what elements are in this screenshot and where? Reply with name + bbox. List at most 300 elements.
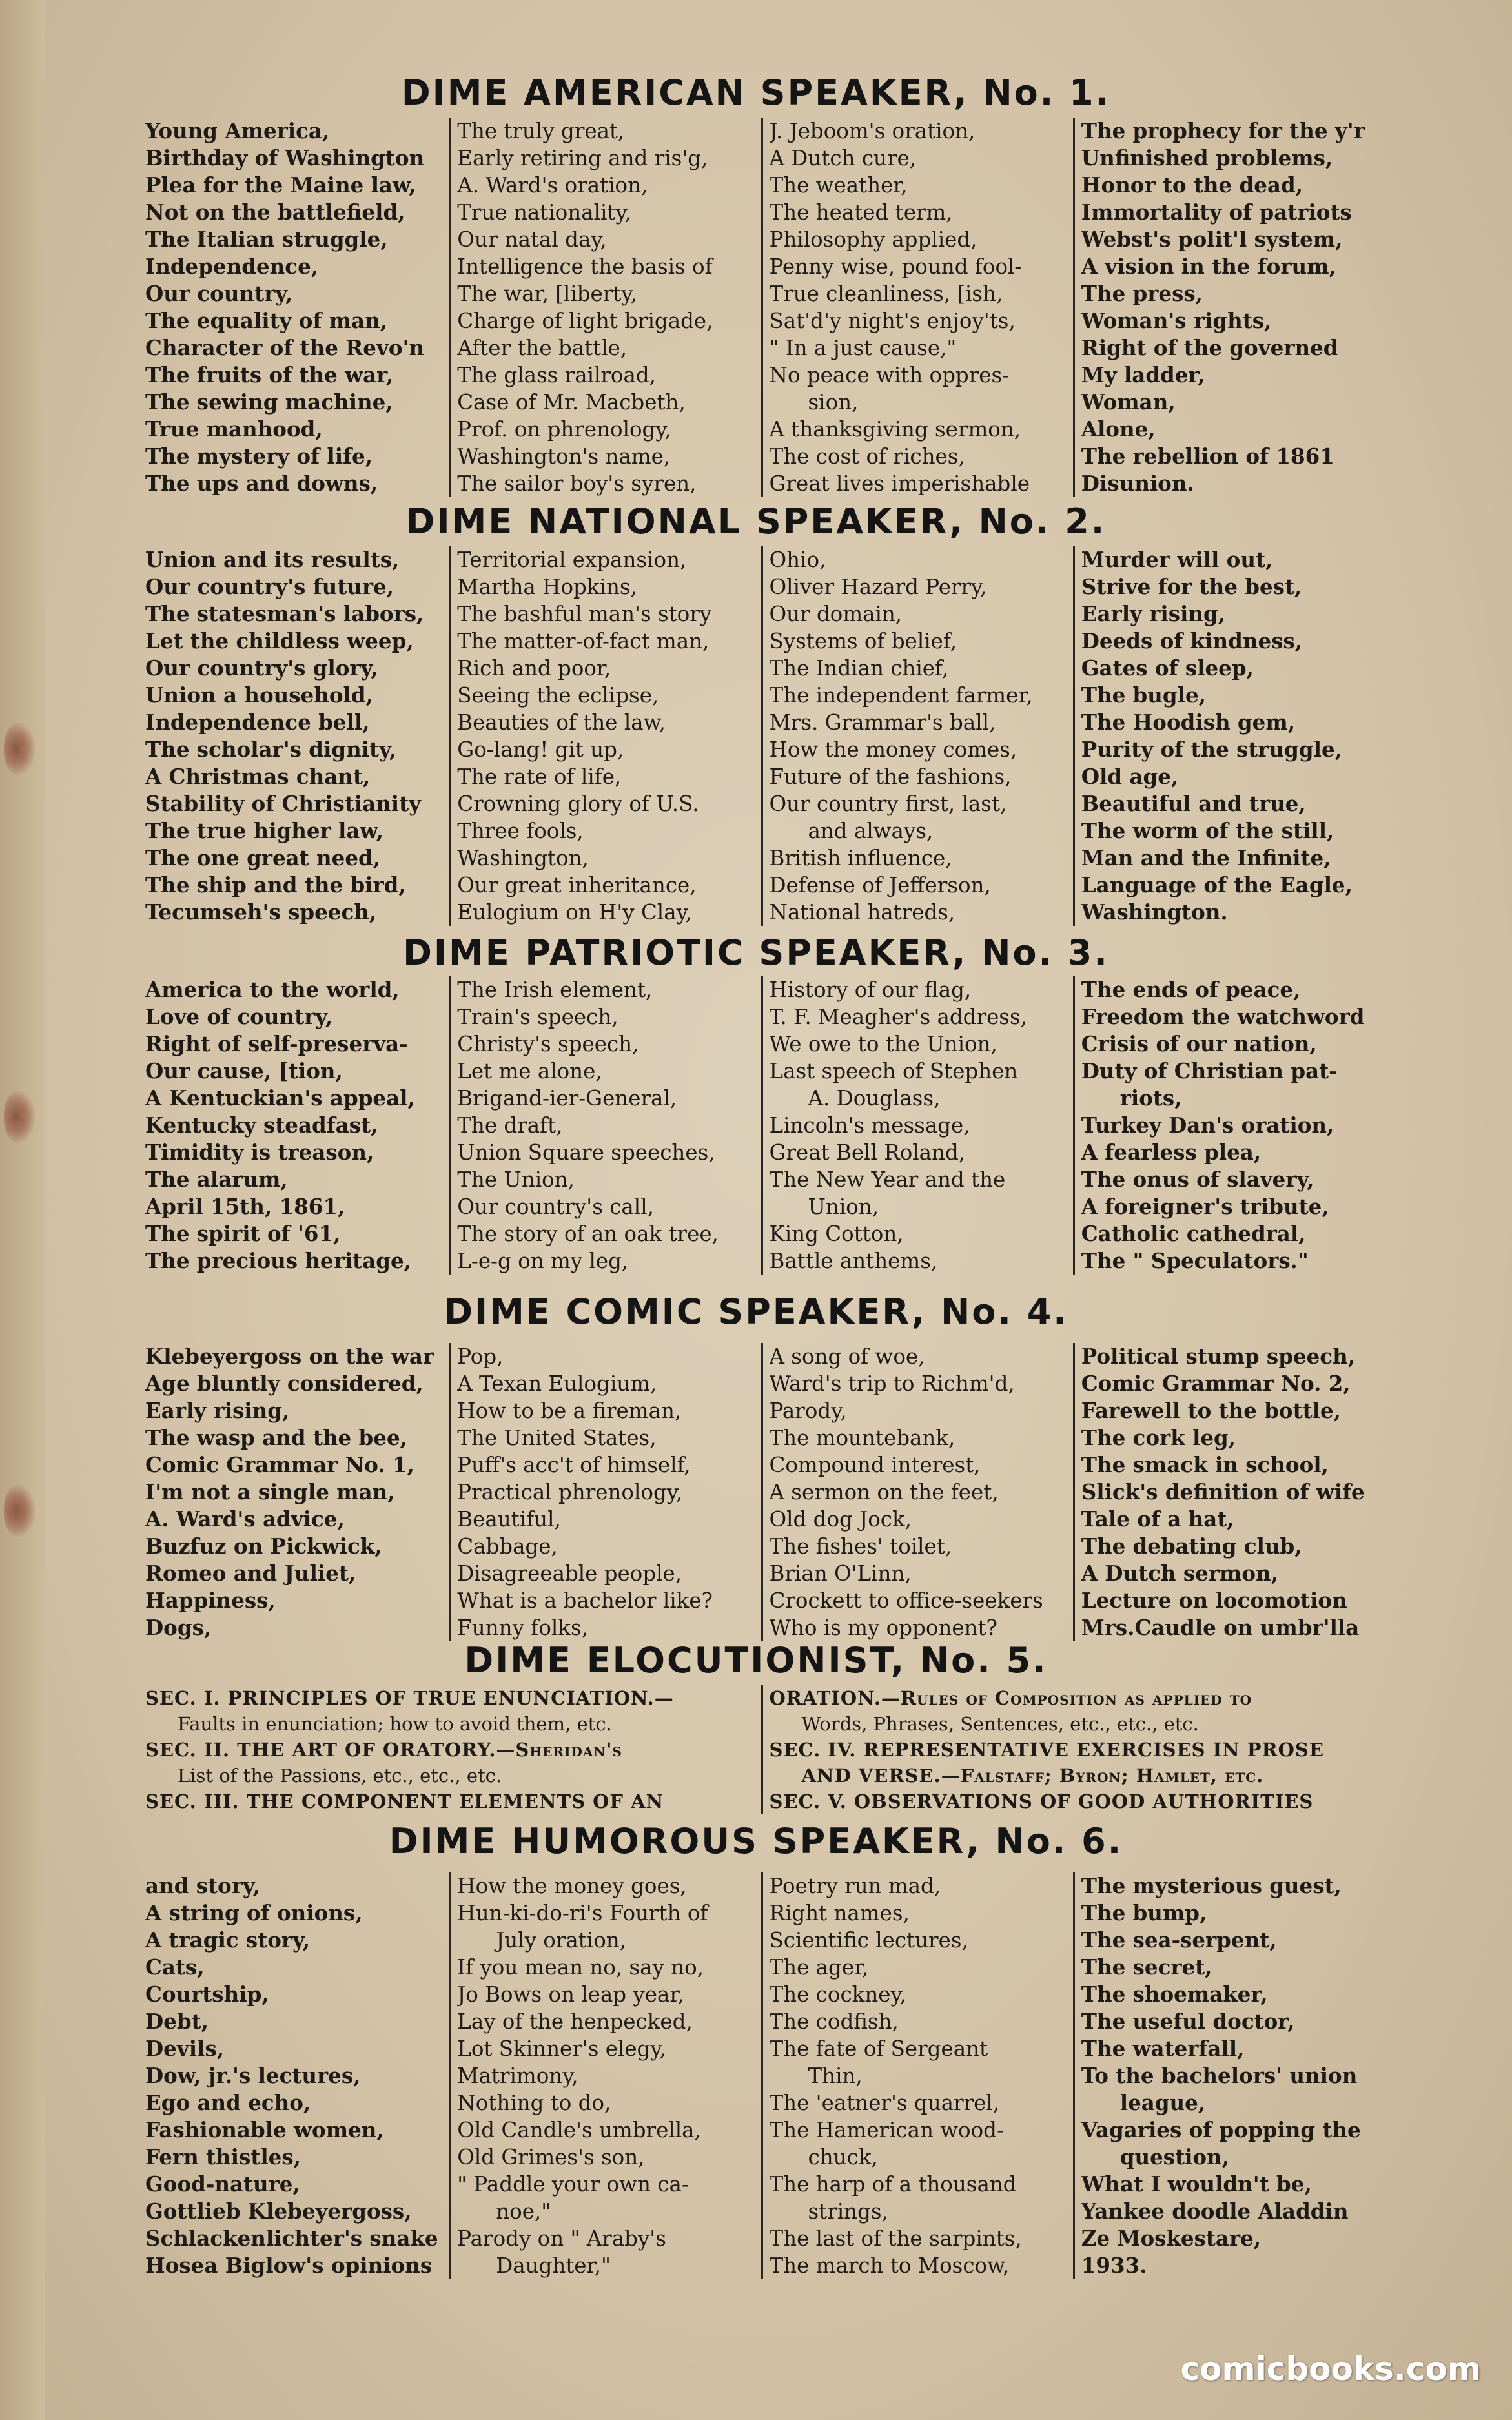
speech-title: Schlackenlichter's snake: [145, 2226, 438, 2251]
speech-title: Our country's glory,: [145, 655, 378, 681]
speech-title: The fruits of the war,: [145, 362, 394, 387]
speech-title: Crockett to office-seekers: [769, 1588, 1043, 1613]
speech-title: Prof. on phrenology,: [457, 417, 671, 442]
speech-title: Union a household,: [145, 682, 373, 708]
speech-title: Train's speech,: [457, 1005, 618, 1029]
speech-title: The Hoodish gem,: [1081, 710, 1296, 735]
speech-title: The cost of riches,: [769, 444, 965, 469]
speech-title: " Paddle your own ca-: [457, 2172, 689, 2197]
speech-title: Debt,: [145, 2009, 209, 2034]
speech-column: [1073, 1872, 1385, 2279]
speech-title: The onus of slavery,: [1081, 1167, 1314, 1192]
speech-title: A song of woe,: [769, 1344, 925, 1369]
speech-title: True cleanliness, [ish,: [769, 282, 1003, 306]
speech-title: The Union,: [457, 1167, 575, 1192]
speech-title: History of our flag,: [769, 978, 972, 1002]
speech-title: The 'eatner's quarrel,: [769, 2091, 1000, 2115]
speech-column: [761, 1872, 1073, 2279]
speech-title: Penny wise, pound fool-: [769, 254, 1022, 279]
speech-title: A foreigner's tribute,: [1081, 1194, 1329, 1219]
speech-title: T. F. Meagher's address,: [769, 1005, 1027, 1029]
speech-title: The mystery of life,: [145, 444, 373, 469]
speech-title: Fern thistles,: [145, 2144, 301, 2169]
speech-title: Hosea Biglow's opinions: [145, 2253, 433, 2278]
speech-title: A Texan Eulogium,: [457, 1371, 657, 1396]
speech-title: Let the childless weep,: [145, 628, 414, 653]
speech-title: Our natal day,: [457, 227, 607, 252]
speech-title: Not on the battlefield,: [145, 200, 405, 225]
speech-title: The harp of a thousand: [769, 2172, 1017, 2197]
speech-column: [1073, 1343, 1385, 1641]
speech-title: A tragic story,: [145, 1927, 311, 1953]
speech-title: Go-lang! git up,: [457, 737, 624, 762]
speech-title: Turkey Dan's oration,: [1081, 1113, 1334, 1138]
speech-title: July oration,: [496, 1928, 627, 1953]
watermark-logo: comicbooks.com: [1180, 2350, 1481, 2388]
speech-title: Murder will out,: [1081, 547, 1273, 572]
speech-column: [761, 546, 1073, 926]
speech-title: A thanksgiving sermon,: [769, 417, 1021, 442]
speech-column: [139, 546, 449, 926]
speech-title: Dogs,: [145, 1615, 212, 1640]
speech-title: Comic Grammar No. 1,: [145, 1452, 414, 1477]
speech-title: The secret,: [1081, 1954, 1212, 1980]
speech-title: What is a bachelor like?: [457, 1588, 713, 1613]
speech-title: Old Candle's umbrella,: [457, 2118, 701, 2142]
speech-title: Washington,: [457, 846, 589, 870]
speech-title: Cats,: [145, 1954, 205, 1980]
speech-title: The fate of Sergeant: [769, 2036, 988, 2061]
speech-title: A. Ward's oration,: [457, 173, 648, 198]
section-body-elocutionist: [139, 1685, 1385, 1814]
section-title-comic-speaker: DIME COMIC SPEAKER, No. 4.: [444, 1291, 1068, 1332]
speech-title: The Irish element,: [457, 978, 653, 1002]
speech-column: [449, 1343, 761, 1641]
speech-title: Strive for the best,: [1081, 574, 1302, 599]
speech-title: Last speech of Stephen: [769, 1059, 1018, 1083]
speech-title: The ship and the bird,: [145, 872, 406, 897]
speech-title: Ohio,: [769, 548, 826, 572]
elocutionist-line: Words, Phrases, Sentences, etc., etc., etc.: [801, 1713, 1199, 1735]
speech-title: The ups and downs,: [145, 471, 378, 496]
speech-title: Scientific lectures,: [769, 1928, 968, 1953]
speech-title: The ager,: [769, 1955, 869, 1980]
speech-title: Freedom the watchword: [1081, 1004, 1365, 1029]
speech-title: Character of the Revo'n: [145, 335, 425, 360]
speech-title: Matrimony,: [457, 2064, 578, 2088]
speech-title: and story,: [145, 1873, 260, 1898]
speech-title: The Hamerican wood-: [769, 2118, 1004, 2142]
speech-title: Poetry run mad,: [769, 1874, 941, 1898]
speech-title: The story of an oak tree,: [457, 1222, 719, 1246]
speech-title: The true higher law,: [145, 818, 384, 843]
speech-title: Lincoln's message,: [769, 1113, 970, 1138]
speech-title: strings,: [808, 2199, 888, 2224]
speech-title: L-e-g on my leg,: [457, 1249, 629, 1273]
speech-title: The press,: [1081, 281, 1203, 306]
speech-title: Old Grimes's son,: [457, 2145, 645, 2169]
speech-title: Political stump speech,: [1081, 1344, 1356, 1369]
speech-title: Nothing to do,: [457, 2091, 611, 2115]
speech-title: True nationality,: [457, 200, 631, 225]
speech-title: question,: [1119, 2144, 1230, 2169]
speech-title: The matter-of-fact man,: [457, 629, 710, 653]
elocutionist-line: SEC. II. THE ART OF ORATORY.—Sheridan's: [145, 1739, 622, 1761]
speech-title: Future of the fashions,: [769, 764, 1012, 789]
speech-title: The one great need,: [145, 845, 381, 870]
speech-title: Good-nature,: [145, 2171, 300, 2197]
speech-title: Right names,: [769, 1901, 910, 1925]
speech-column: [761, 1343, 1073, 1641]
speech-title: The cockney,: [769, 1982, 906, 2007]
speech-title: Crowning glory of U.S.: [457, 792, 699, 816]
speech-title: Brian O'Linn,: [769, 1561, 912, 1586]
speech-title: April 15th, 1861,: [145, 1194, 345, 1219]
speech-title: Woman's rights,: [1081, 308, 1272, 333]
speech-title: The cork leg,: [1081, 1425, 1236, 1450]
elocutionist-line: SEC. IV. REPRESENTATIVE EXERCISES IN PROSE: [769, 1739, 1324, 1761]
speech-title: Thin,: [808, 2064, 863, 2088]
speech-title: Slick's definition of wife: [1081, 1479, 1365, 1504]
speech-title: Farewell to the bottle,: [1081, 1398, 1341, 1423]
speech-title: We owe to the Union,: [769, 1032, 997, 1056]
speech-title: The useful doctor,: [1081, 2009, 1295, 2034]
page-binding-edge: [0, 0, 45, 2420]
speech-title: The bugle,: [1081, 682, 1206, 708]
speech-title: Sat'd'y night's enjoy'ts,: [769, 309, 1016, 333]
speech-title: The bashful man's story: [457, 602, 712, 626]
speech-title: Right of self-preserva-: [145, 1031, 408, 1056]
speech-title: Puff's acc't of himself,: [457, 1453, 691, 1477]
speech-title: The New Year and the: [769, 1167, 1006, 1192]
speech-title: Tale of a hat,: [1081, 1506, 1234, 1532]
speech-title: What I wouldn't be,: [1081, 2171, 1312, 2197]
speech-title: Union,: [808, 1195, 879, 1219]
speech-title: Courtship,: [145, 1982, 269, 2007]
speech-title: National hatreds,: [769, 900, 955, 925]
speech-title: A string of onions,: [145, 1900, 363, 1925]
speech-title: Washington's name,: [457, 444, 671, 469]
speech-title: Unfinished problems,: [1081, 145, 1333, 170]
speech-title: Mrs. Grammar's ball,: [769, 710, 996, 735]
speech-title: If you mean no, say no,: [457, 1955, 704, 1980]
speech-title: Great lives imperishable: [769, 471, 1030, 496]
speech-title: Funny folks,: [457, 1615, 588, 1640]
speech-title: A fearless plea,: [1081, 1140, 1262, 1165]
speech-title: Systems of belief,: [769, 629, 957, 653]
speech-column: [761, 118, 1073, 497]
speech-title: The fishes' toilet,: [769, 1534, 952, 1559]
speech-title: The alarum,: [145, 1167, 288, 1192]
speech-title: Daughter,": [496, 2253, 611, 2278]
speech-title: riots,: [1119, 1085, 1182, 1111]
speech-title: Beautiful,: [457, 1507, 561, 1532]
elocutionist-line: SEC. V. OBSERVATIONS OF GOOD AUTHORITIES: [769, 1790, 1314, 1812]
speech-title: The sewing machine,: [145, 389, 393, 415]
speech-title: Old age,: [1081, 764, 1179, 789]
speech-title: The spirit of '61,: [145, 1221, 341, 1246]
elocutionist-line: Faults in enunciation; how to avoid them, etc.: [178, 1713, 612, 1735]
speech-column: [139, 1343, 449, 1641]
speech-title: To the bachelors' union: [1081, 2063, 1358, 2088]
speech-title: America to the world,: [145, 977, 400, 1002]
section-body-american-speaker: [139, 118, 1385, 497]
speech-column: [1073, 546, 1385, 926]
section-body-humorous-speaker: [139, 1872, 1385, 2279]
speech-title: The equality of man,: [145, 308, 388, 333]
speech-title: The debating club,: [1081, 1533, 1302, 1559]
speech-title: Martha Hopkins,: [457, 575, 637, 599]
speech-title: The glass railroad,: [457, 363, 657, 387]
speech-title: Early rising,: [145, 1398, 290, 1423]
speech-title: My ladder,: [1081, 362, 1205, 387]
section-body-national-speaker: [139, 546, 1385, 926]
section-title-american-speaker: DIME AMERICAN SPEAKER, No. 1.: [401, 72, 1111, 113]
speech-column: [761, 976, 1073, 1275]
speech-title: A. Douglass,: [808, 1086, 941, 1111]
speech-title: The Indian chief,: [769, 656, 949, 681]
speech-title: Battle anthems,: [769, 1249, 938, 1273]
speech-column: [1073, 976, 1385, 1275]
speech-title: Vagaries of popping the: [1081, 2117, 1361, 2142]
elocutionist-line: List of the Passions, etc., etc., etc.: [178, 1765, 502, 1787]
section-body-comic-speaker: [139, 1343, 1385, 1641]
speech-title: Brigand-ier-General,: [457, 1086, 677, 1111]
speech-title: Devils,: [145, 2036, 225, 2061]
speech-title: A Kentuckian's appeal,: [145, 1085, 415, 1111]
speech-title: Ward's trip to Richm'd,: [769, 1371, 1015, 1396]
speech-title: Language of the Eagle,: [1081, 872, 1353, 897]
binding-hole: [4, 1091, 35, 1143]
speech-title: Young America,: [145, 118, 330, 143]
section-title-humorous-speaker: DIME HUMOROUS SPEAKER, No. 6.: [389, 1821, 1123, 1861]
speech-title: King Cotton,: [769, 1222, 904, 1246]
speech-title: Our cause, [tion,: [145, 1058, 343, 1083]
speech-column: [449, 546, 761, 926]
speech-title: A vision in the forum,: [1081, 254, 1336, 279]
speech-title: Man and the Infinite,: [1081, 845, 1331, 870]
speech-title: A Dutch sermon,: [1081, 1561, 1278, 1586]
speech-title: Union Square speeches,: [457, 1140, 715, 1165]
speech-title: chuck,: [808, 2145, 878, 2169]
speech-title: Dow, jr.'s lectures,: [145, 2063, 361, 2088]
speech-title: True manhood,: [145, 416, 323, 442]
speech-title: Timidity is treason,: [145, 1140, 374, 1165]
speech-title: The draft,: [457, 1113, 563, 1138]
speech-title: Our country's call,: [457, 1195, 654, 1219]
speech-title: sion,: [808, 390, 859, 415]
speech-title: The waterfall,: [1081, 2036, 1245, 2061]
speech-title: 1933.: [1081, 2253, 1147, 2278]
speech-title: The Italian struggle,: [145, 227, 388, 252]
speech-title: Three fools,: [457, 819, 584, 843]
speech-title: The statesman's labors,: [145, 601, 424, 626]
speech-title: Plea for the Maine law,: [145, 172, 416, 198]
speech-title: A. Ward's advice,: [145, 1506, 345, 1532]
speech-title: Birthday of Washington: [145, 145, 425, 170]
speech-title: After the battle,: [457, 336, 628, 360]
speech-title: Mrs.Caudle on umbr'lla: [1081, 1615, 1360, 1640]
speech-column: [449, 118, 761, 497]
binding-hole: [4, 1485, 35, 1537]
speech-title: The war, [liberty,: [457, 282, 637, 306]
speech-column: [139, 976, 449, 1275]
speech-title: Early retiring and ris'g,: [457, 146, 708, 170]
speech-title: Our domain,: [769, 602, 903, 626]
speech-title: The bump,: [1081, 1900, 1207, 1925]
speech-title: Gottlieb Klebeyergoss,: [145, 2199, 412, 2224]
speech-title: Romeo and Juliet,: [145, 1561, 356, 1586]
speech-title: Kentucky steadfast,: [145, 1113, 378, 1138]
speech-title: Charge of light brigade,: [457, 309, 713, 333]
speech-title: The prophecy for the y'r: [1081, 118, 1365, 143]
speech-title: Seeing the eclipse,: [457, 683, 659, 708]
speech-title: Lecture on locomotion: [1081, 1588, 1347, 1613]
speech-title: Our country first, last,: [769, 792, 1007, 816]
speech-title: Rich and poor,: [457, 656, 611, 681]
section-body-patriotic-speaker: [139, 976, 1385, 1275]
speech-title: Right of the governed: [1081, 335, 1338, 360]
elocutionist-line: ORATION.—Rules of Composition as applied to: [769, 1687, 1252, 1709]
speech-title: Gates of sleep,: [1081, 655, 1254, 681]
speech-title: Lot Skinner's elegy,: [457, 2036, 666, 2061]
speech-title: Deeds of kindness,: [1081, 628, 1303, 653]
speech-column: [449, 976, 761, 1275]
speech-title: The last of the sarpints,: [769, 2226, 1022, 2251]
speech-title: The scholar's dignity,: [145, 737, 397, 762]
speech-title: noe,": [496, 2199, 551, 2224]
speech-title: Pop,: [457, 1344, 504, 1369]
speech-title: Jo Bows on leap year,: [457, 1982, 684, 2007]
speech-column: [449, 1872, 761, 2279]
speech-title: J. Jeboom's oration,: [769, 119, 976, 143]
speech-title: The truly great,: [457, 119, 625, 143]
speech-title: Love of country,: [145, 1004, 333, 1029]
speech-title: Honor to the dead,: [1081, 172, 1303, 198]
speech-title: Compound interest,: [769, 1453, 981, 1477]
speech-title: The shoemaker,: [1081, 1982, 1268, 2007]
speech-title: The wasp and the bee,: [145, 1425, 407, 1450]
speech-title: How the money goes,: [457, 1874, 687, 1898]
speech-title: Beauties of the law,: [457, 710, 666, 735]
speech-title: The mountebank,: [769, 1426, 955, 1450]
speech-title: Eulogium on H'y Clay,: [457, 900, 692, 925]
speech-title: Cabbage,: [457, 1534, 558, 1559]
speech-title: Old dog Jock,: [769, 1507, 912, 1532]
speech-title: The rate of life,: [457, 764, 622, 789]
speech-title: Klebeyergoss on the war: [145, 1344, 434, 1369]
speech-title: Ze Moskestare,: [1081, 2226, 1262, 2251]
speech-title: Disunion.: [1081, 471, 1194, 496]
speech-title: The march to Moscow,: [769, 2253, 1010, 2278]
binding-hole: [4, 723, 35, 775]
speech-title: Parody on " Araby's: [457, 2226, 666, 2251]
speech-title: Great Bell Roland,: [769, 1140, 966, 1165]
speech-title: Age bluntly considered,: [145, 1371, 424, 1396]
speech-title: The weather,: [769, 173, 908, 198]
speech-title: Woman,: [1081, 389, 1176, 415]
speech-title: Who is my opponent?: [769, 1615, 997, 1640]
speech-title: Happiness,: [145, 1588, 276, 1613]
speech-title: British influence,: [769, 846, 952, 870]
speech-title: No peace with oppres-: [769, 363, 1010, 387]
section-title-elocutionist: DIME ELOCUTIONIST, No. 5.: [464, 1640, 1048, 1681]
speech-title: Hun-ki-do-ri's Fourth of: [457, 1901, 708, 1925]
speech-column: [139, 118, 449, 497]
speech-title: Tecumseh's speech,: [145, 899, 377, 925]
speech-title: Comic Grammar No. 2,: [1081, 1371, 1351, 1396]
speech-title: Our country's future,: [145, 574, 394, 599]
speech-title: Disagreeable people,: [457, 1561, 682, 1586]
speech-title: The rebellion of 1861: [1081, 444, 1334, 469]
speech-title: Parody,: [769, 1399, 847, 1423]
speech-title: The worm of the still,: [1081, 818, 1334, 843]
speech-title: Alone,: [1081, 416, 1156, 442]
speech-title: Yankee doodle Aladdin: [1081, 2199, 1349, 2224]
elocutionist-right-column: [761, 1685, 1385, 1814]
speech-title: The codfish,: [769, 2009, 899, 2034]
section-title-national-speaker: DIME NATIONAL SPEAKER, No. 2.: [405, 501, 1107, 542]
speech-title: Philosophy applied,: [769, 227, 977, 252]
speech-title: Let me alone,: [457, 1059, 602, 1083]
speech-title: The sea-serpent,: [1081, 1927, 1277, 1953]
speech-column: [139, 1872, 449, 2279]
speech-title: How to be a fireman,: [457, 1399, 682, 1423]
speech-title: Oliver Hazard Perry,: [769, 575, 987, 599]
elocutionist-left-column: [139, 1685, 761, 1814]
speech-title: Buzfuz on Pickwick,: [145, 1533, 382, 1559]
speech-title: I'm not a single man,: [145, 1479, 395, 1504]
speech-title: Our great inheritance,: [457, 873, 697, 897]
speech-title: The United States,: [457, 1426, 657, 1450]
speech-title: A sermon on the feet,: [769, 1480, 999, 1504]
speech-title: Stability of Christianity: [145, 791, 422, 816]
speech-title: Catholic cathedral,: [1081, 1221, 1306, 1246]
section-title-patriotic-speaker: DIME PATRIOTIC SPEAKER, No. 3.: [403, 932, 1109, 973]
speech-title: Our country,: [145, 281, 293, 306]
speech-title: Practical phrenology,: [457, 1480, 683, 1504]
speech-title: Union and its results,: [145, 547, 400, 572]
elocutionist-line: AND VERSE.—Falstaff; Byron; Hamlet, etc.: [801, 1765, 1264, 1787]
speech-title: How the money comes,: [769, 737, 1017, 762]
speech-title: Defense of Jefferson,: [769, 873, 991, 897]
speech-title: " In a just cause,": [769, 336, 957, 360]
speech-title: The smack in school,: [1081, 1452, 1329, 1477]
speech-title: Intelligence the basis of: [457, 254, 713, 279]
speech-title: The mysterious guest,: [1081, 1873, 1342, 1898]
speech-title: Ego and echo,: [145, 2090, 311, 2115]
speech-title: Crisis of our nation,: [1081, 1031, 1317, 1056]
speech-title: Territorial expansion,: [457, 548, 687, 572]
speech-title: The " Speculators.": [1081, 1248, 1309, 1273]
speech-title: league,: [1119, 2090, 1206, 2115]
elocutionist-line: SEC. III. THE COMPONENT ELEMENTS OF AN: [145, 1790, 664, 1812]
speech-title: The independent farmer,: [769, 683, 1033, 708]
elocutionist-line: SEC. I. PRINCIPLES OF TRUE ENUNCIATION.—: [145, 1687, 674, 1709]
speech-title: Independence,: [145, 254, 319, 279]
speech-title: Purity of the struggle,: [1081, 737, 1342, 762]
speech-title: Beautiful and true,: [1081, 791, 1306, 816]
speech-title: A Christmas chant,: [145, 764, 371, 789]
speech-title: Independence bell,: [145, 710, 370, 735]
speech-title: Webst's polit'l system,: [1081, 227, 1343, 252]
speech-title: and always,: [808, 819, 934, 843]
speech-title: Lay of the henpecked,: [457, 2009, 693, 2034]
speech-title: The sailor boy's syren,: [457, 471, 697, 496]
speech-title: Washington.: [1081, 899, 1228, 925]
speech-title: Case of Mr. Macbeth,: [457, 390, 686, 415]
speech-title: The heated term,: [769, 200, 953, 225]
